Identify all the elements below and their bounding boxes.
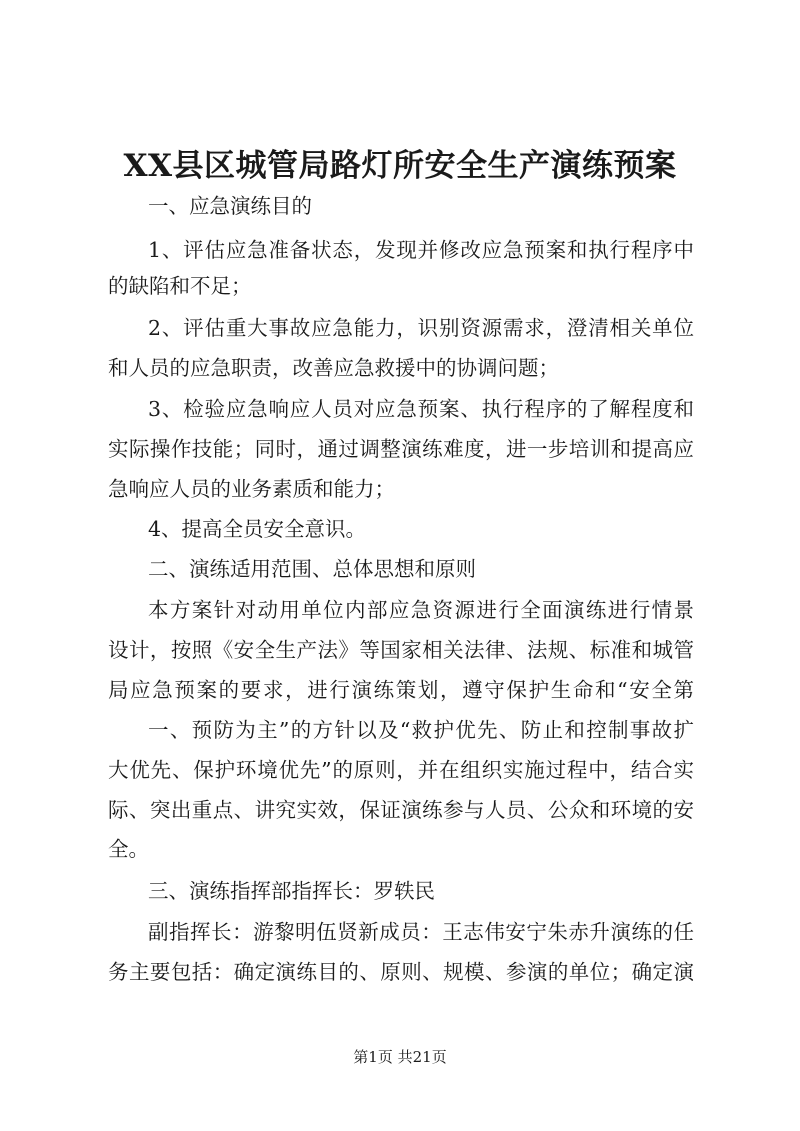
paragraph-line: 务主要包括：确定演练目的、原则、规模、参演的单位；确定演 bbox=[108, 960, 694, 984]
paragraph-line: 1、评估应急准备状态，发现并修改应急预案和执行程序中 bbox=[148, 238, 694, 262]
paragraph-line: 3、检验应急响应人员对应急预案、执行程序的了解程度和 bbox=[148, 397, 694, 421]
section-heading-3: 三、演练指挥部指挥长：罗轶民 bbox=[148, 879, 435, 903]
paragraph-line: 一、预防为主”的方针以及“救护优先、防止和控制事故扩 bbox=[148, 718, 694, 742]
paragraph-line: 4、提高全员安全意识。 bbox=[148, 517, 367, 541]
paragraph-line: 局应急预案的要求，进行演练策划，遵守保护生命和“安全第 bbox=[108, 678, 694, 702]
paragraph-line: 全。 bbox=[108, 837, 149, 861]
paragraph-line: 大优先、保护环境优先”的原则，并在组织实施过程中，结合实 bbox=[108, 758, 694, 782]
paragraph-line: 的缺陷和不足； bbox=[108, 274, 252, 298]
paragraph-line: 急响应人员的业务素质和能力； bbox=[108, 477, 395, 501]
paragraph-line: 2、评估重大事故应急能力，识别资源需求，澄清相关单位 bbox=[148, 316, 694, 340]
paragraph-line: 副指挥长：游黎明伍贤新成员：王志伟安宁朱赤升演练的任 bbox=[148, 920, 694, 944]
page-title: XX县区城管局路灯所安全生产演练预案 bbox=[123, 148, 677, 184]
section-heading-2: 二、演练适用范围、总体思想和原则 bbox=[148, 557, 476, 581]
paragraph-line: 设计，按照《安全生产法》等国家相关法律、法规、标准和城管 bbox=[108, 638, 694, 662]
section-heading-1: 一、应急演练目的 bbox=[148, 194, 312, 218]
paragraph-line: 和人员的应急职责，改善应急救援中的协调问题； bbox=[108, 356, 559, 380]
paragraph-line: 际、突出重点、讲究实效，保证演练参与人员、公众和环境的安 bbox=[108, 798, 694, 822]
paragraph-line: 本方案针对动用单位内部应急资源进行全面演练进行情景 bbox=[148, 598, 694, 622]
paragraph-line: 实际操作技能；同时，通过调整演练难度，进一步培训和提高应 bbox=[108, 437, 694, 461]
page-footer: 第1页 共21页 bbox=[353, 1048, 447, 1066]
